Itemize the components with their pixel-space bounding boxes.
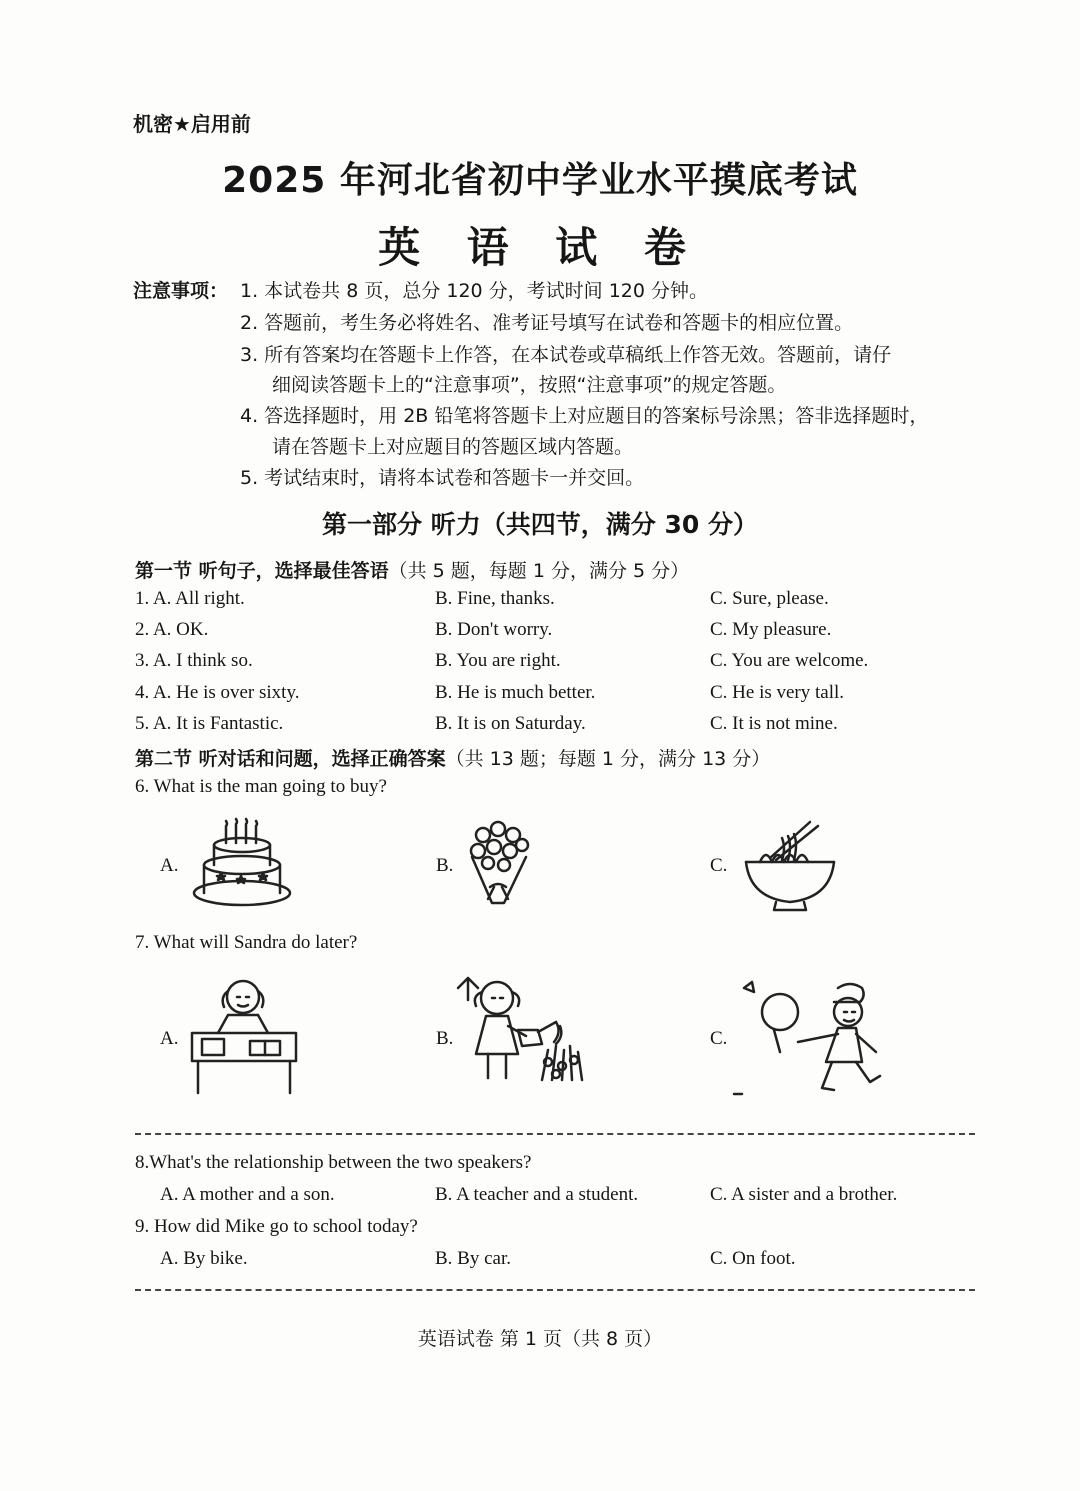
section1-heading xyxy=(135,556,689,583)
q6-label-a: A. xyxy=(160,855,179,876)
q9-option-c: C. On foot. xyxy=(710,1248,796,1269)
note-item: 5. 考试结束时，请将本试卷和答题卡一并交回。 xyxy=(240,467,645,489)
q8-option-a: A. A mother and a son. xyxy=(160,1184,335,1205)
q8-option-b: B. A teacher and a student. xyxy=(435,1184,639,1205)
q4-option-b: B. He is much better. xyxy=(435,682,596,703)
q2-option-c: C. My pleasure. xyxy=(710,619,832,640)
boy-badminton-icon xyxy=(738,972,888,1097)
note-item: 2. 答题前，考生务必将姓名、准考证号填写在试卷和答题卡的相应位置。 xyxy=(240,312,854,334)
dashed-separator xyxy=(135,1133,975,1135)
q3-option-a: 3. A. I think so. xyxy=(135,650,253,671)
subject-title: 英 语 试 卷 xyxy=(378,223,702,272)
q4-option-a: 4. A. He is over sixty. xyxy=(135,682,300,703)
section2-heading xyxy=(135,744,770,771)
section1-detail: （共 5 题，每题 1 分，满分 5 分） xyxy=(388,560,690,582)
girl-studying-icon xyxy=(188,975,303,1100)
section1-heading-text: 第一节 听句子，选择最佳答语 xyxy=(135,560,389,582)
birthday-cake-icon xyxy=(190,815,300,915)
q2-option-a: 2. A. OK. xyxy=(135,619,209,640)
noodle-bowl-icon xyxy=(740,818,840,913)
q8-option-c: C. A sister and a brother. xyxy=(710,1184,898,1205)
q7-label-a: A. xyxy=(160,1028,179,1049)
girl-watering-flowers-icon xyxy=(452,970,602,1095)
note-item: 3. 所有答案均在答题卡上作答，在本试卷或草稿纸上作答无效。答题前，请仔 xyxy=(240,344,892,366)
flower-bouquet-icon xyxy=(458,815,538,915)
q1-option-b: B. Fine, thanks. xyxy=(435,588,555,609)
q6-stem: 6. What is the man going to buy? xyxy=(135,776,387,797)
q6-label-c: C. xyxy=(710,855,728,876)
q1-option-c: C. Sure, please. xyxy=(710,588,829,609)
part1-title: 第一部分 听力（共四节，满分 30 分） xyxy=(322,510,758,539)
note-item: 1. 本试卷共 8 页，总分 120 分，考试时间 120 分钟。 xyxy=(240,280,709,302)
q9-option-a: A. By bike. xyxy=(160,1248,248,1269)
q9-stem: 9. How did Mike go to school today? xyxy=(135,1216,418,1237)
q5-option-c: C. It is not mine. xyxy=(710,713,838,734)
section2-detail: （共 13 题；每题 1 分，满分 13 分） xyxy=(445,748,771,770)
note-item: 细阅读答题卡上的“注意事项”，按照“注意事项”的规定答题。 xyxy=(272,374,787,396)
q3-option-c: C. You are welcome. xyxy=(710,650,869,671)
page-footer: 英语试卷 第 1 页（共 8 页） xyxy=(417,1328,663,1350)
exam-title: 2025 年河北省初中学业水平摸底考试 xyxy=(222,160,858,201)
q7-label-b: B. xyxy=(436,1028,454,1049)
q2-option-b: B. Don't worry. xyxy=(435,619,553,640)
q6-label-b: B. xyxy=(436,855,454,876)
note-item: 4. 答选择题时，用 2B 铅笔将答题卡上对应题目的答案标号涂黑；答非选择题时， xyxy=(240,405,929,427)
q5-option-b: B. It is on Saturday. xyxy=(435,713,586,734)
section2-heading-text: 第二节 听对话和问题，选择正确答案 xyxy=(135,748,446,770)
q7-label-c: C. xyxy=(710,1028,728,1049)
q1-option-a: 1. A. All right. xyxy=(135,588,245,609)
q4-option-c: C. He is very tall. xyxy=(710,682,845,703)
notes-label: 注意事项： xyxy=(133,280,229,302)
note-item: 请在答题卡上对应题目的答题区域内答题。 xyxy=(272,436,634,458)
q7-stem: 7. What will Sandra do later? xyxy=(135,932,358,953)
secret-mark: 机密★启用前 xyxy=(133,112,251,136)
q5-option-a: 5. A. It is Fantastic. xyxy=(135,713,284,734)
q9-option-b: B. By car. xyxy=(435,1248,511,1269)
dashed-separator xyxy=(135,1289,975,1291)
q3-option-b: B. You are right. xyxy=(435,650,561,671)
q8-stem: 8.What's the relationship between the two speakers? xyxy=(135,1152,532,1173)
